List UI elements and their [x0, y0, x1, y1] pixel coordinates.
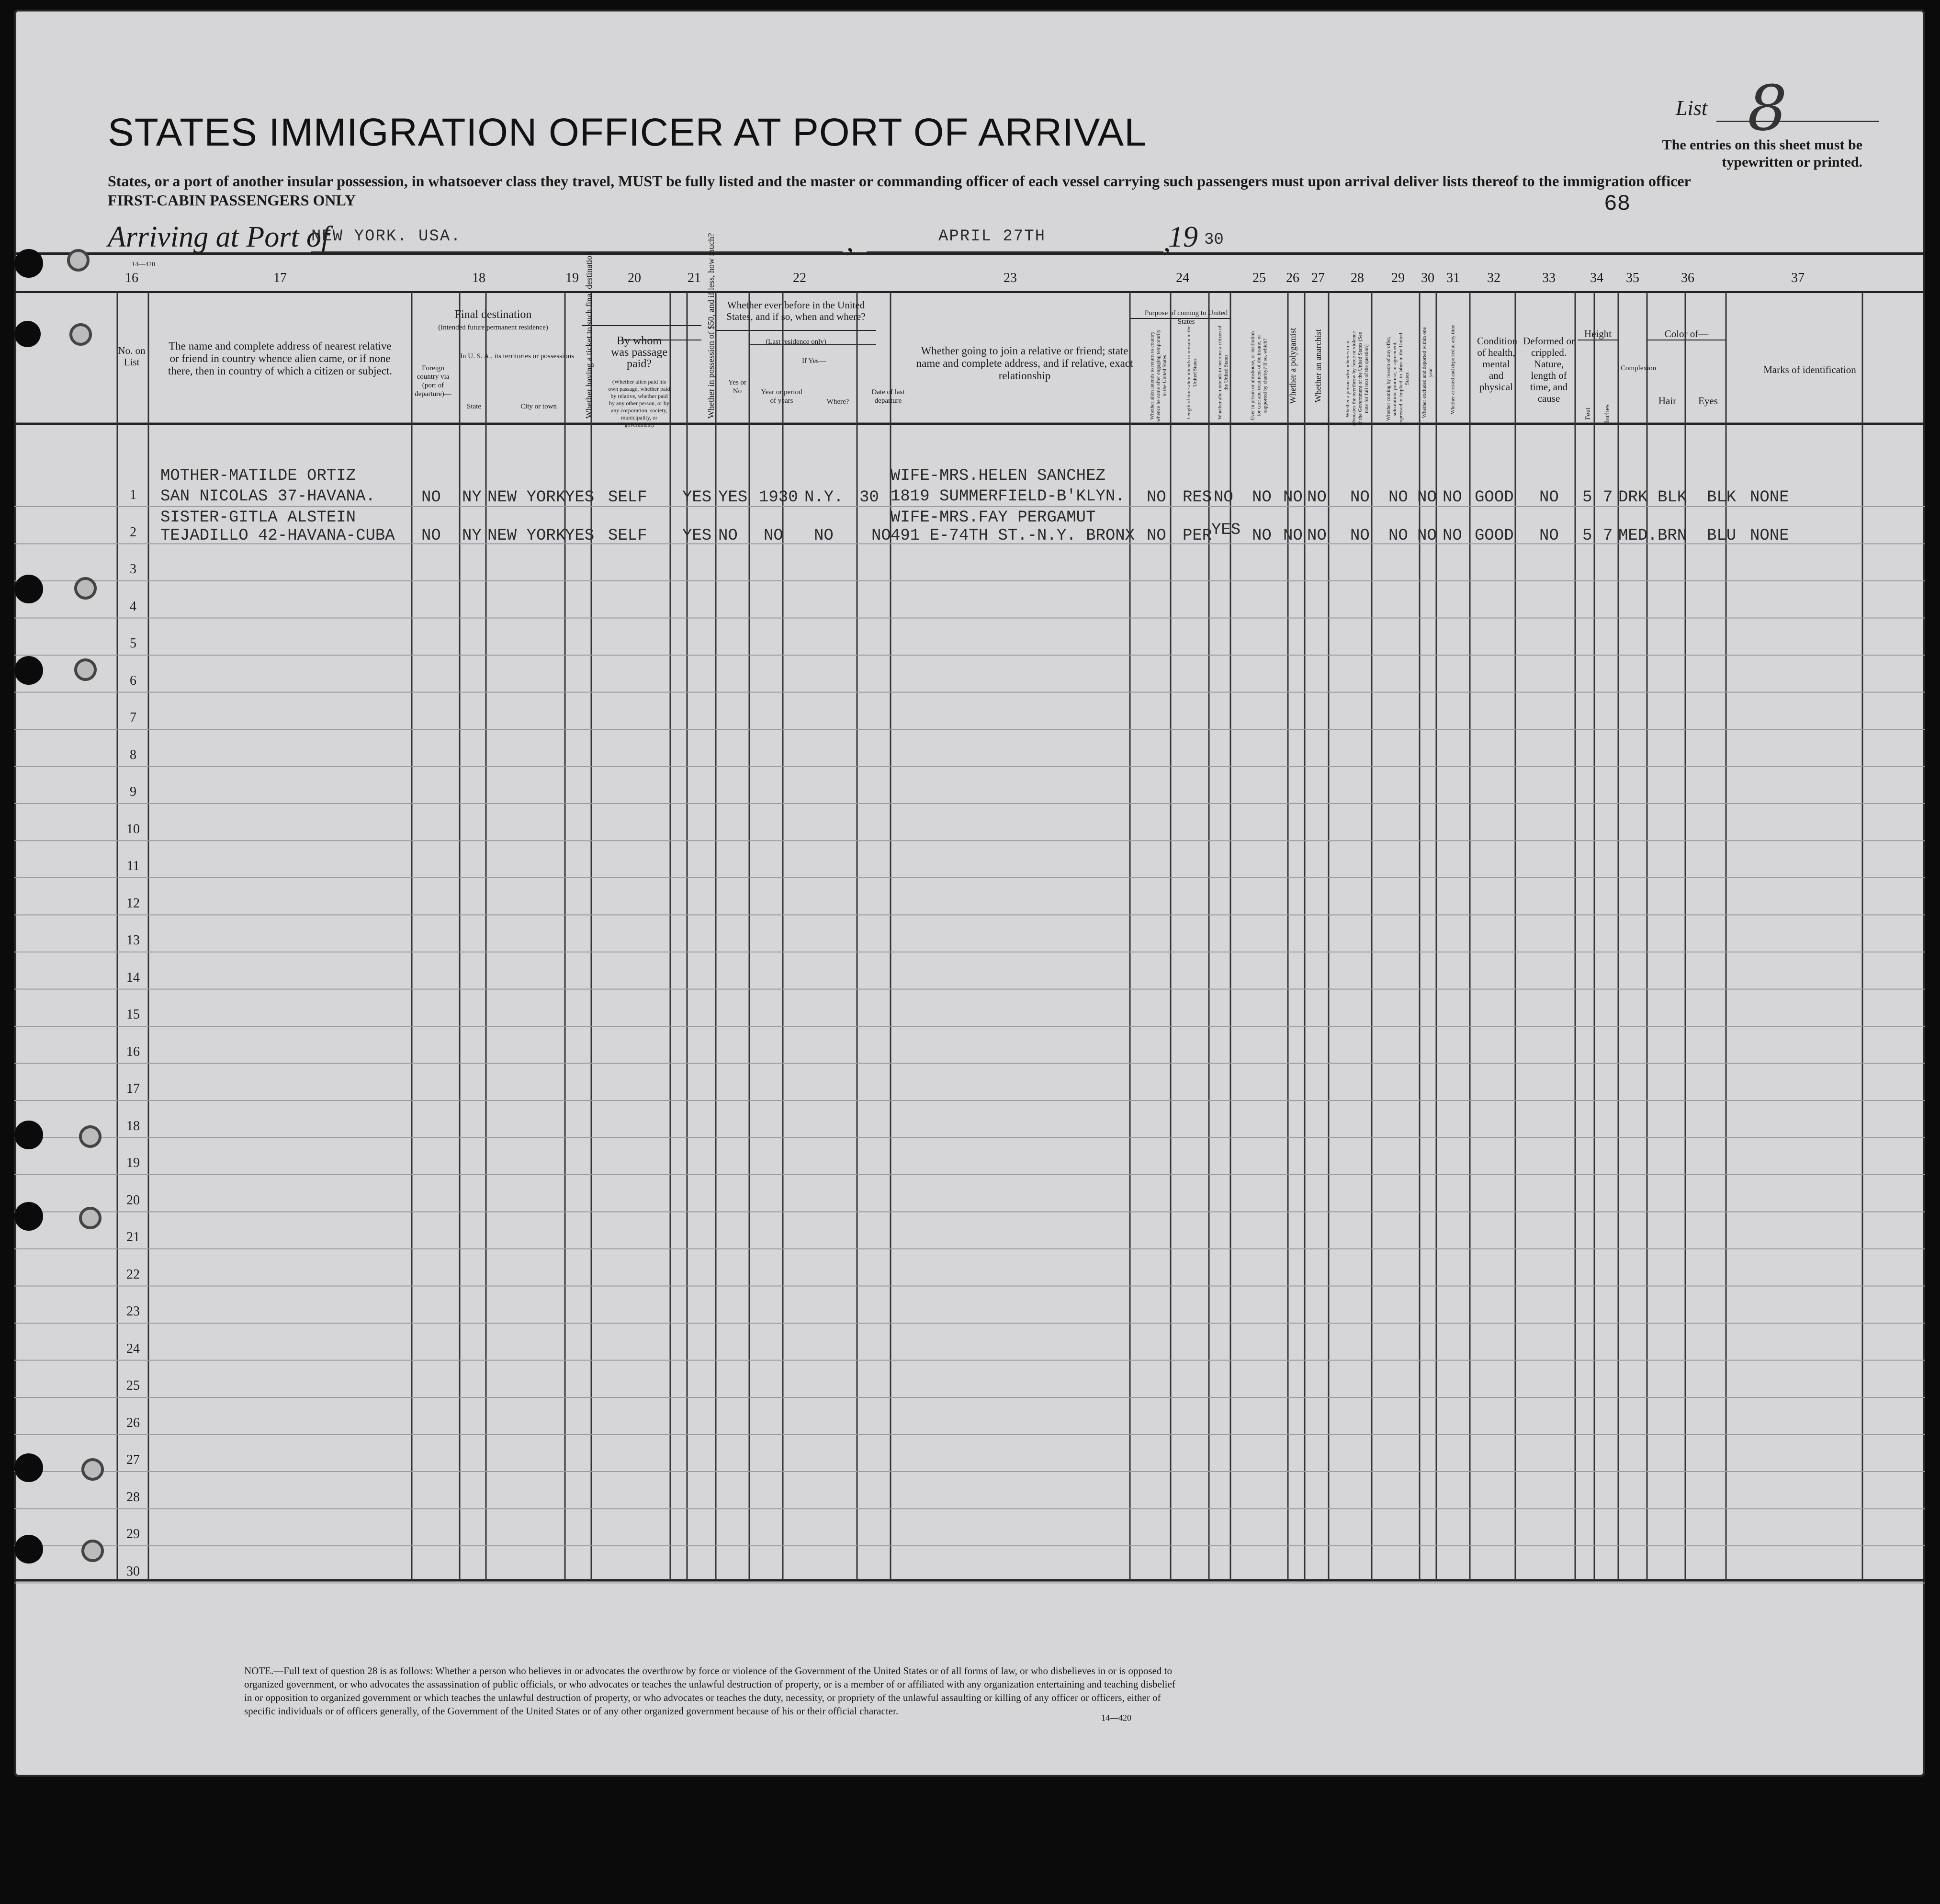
entry-2-eyes: BLU — [1707, 527, 1737, 545]
row-number: 9 — [130, 784, 136, 799]
row-number: 17 — [126, 1081, 140, 1096]
entry-2-relative-line2: TEJADILLO 42-HAVANA-CUBA — [160, 527, 395, 545]
col-num-19: 19 — [565, 271, 579, 285]
header-citizen-intent: Whether alien intends to become a citizen of the United States — [1217, 325, 1229, 420]
col-num-16: 16 — [125, 271, 138, 285]
col-num-33: 33 — [1542, 271, 1556, 285]
entry-2-excluded: NO — [1417, 527, 1437, 545]
row-number: 13 — [126, 933, 140, 948]
entry-1-deported: NO — [1443, 488, 1462, 507]
entry-2-polygamist: NO — [1283, 527, 1303, 545]
entry-1-excluded: NO — [1417, 488, 1437, 507]
entry-2-health: GOOD — [1475, 527, 1514, 545]
entry-1-anarchist: NO — [1307, 488, 1327, 507]
header-deformed: Deformed or crippled. Nature, length of time, and cause — [1523, 335, 1575, 404]
entry-2-join-line1: WIFE-MRS.FAY PERGAMUT — [891, 509, 1096, 527]
header-prison: Ever in prison or almshouse, or institution for care and treatment of the insane, or supported by charity? If so, which? — [1250, 331, 1268, 420]
header-deported: Whether arrested and deported at any time — [1450, 325, 1456, 414]
entry-2-prison: NO — [1252, 527, 1272, 545]
row-number: 27 — [126, 1452, 140, 1467]
entry-2-where: NO — [814, 527, 834, 545]
header-state: State — [467, 403, 481, 410]
row-number: 29 — [126, 1527, 140, 1541]
year-suffix: 30 — [1204, 231, 1224, 249]
entry-1-state: NY — [462, 488, 482, 507]
header-has-50: Whether in possession of $50, and if less, how much? — [706, 233, 716, 419]
header-last-departure: Date of last departure — [871, 388, 905, 405]
header-eyes: Eyes — [1698, 395, 1718, 407]
binder-ring — [74, 577, 97, 600]
row-number: 20 — [126, 1192, 140, 1208]
header-in-usa: In U. S. A., its territories or possessions — [460, 352, 574, 360]
row-number: 2 — [130, 524, 136, 540]
header-labor-offer: Whether coming by reason of any offer, solicitation, promise, or agreement, expressed or implied, to labor in the United States — [1386, 333, 1410, 425]
entry-1-labor: NO — [1388, 488, 1408, 507]
row-number: 24 — [126, 1341, 140, 1356]
col-num-22: 22 — [793, 271, 806, 285]
entry-2-join-line2: 491 E-74TH ST.-N.Y. BRONX — [891, 527, 1135, 545]
entry-2-inches: 7 — [1603, 527, 1613, 545]
header-no-on-list: No. on List — [118, 345, 146, 368]
entry-2-deformed: NO — [1539, 527, 1559, 545]
entry-2-relative-line1: SISTER-GITLA ALSTEIN — [160, 509, 356, 527]
row-number: 10 — [126, 821, 140, 837]
binder-ring — [81, 1458, 104, 1481]
row-number: 23 — [126, 1304, 140, 1319]
entry-2-has50: YES — [682, 527, 712, 545]
entry-2-before: NO — [718, 527, 738, 545]
header-before-in-us: Whether ever before in the United States, and if so, when and where? — [726, 299, 866, 322]
entry-2-year: NO — [764, 527, 783, 545]
entry-1-marks: NONE — [1750, 488, 1789, 507]
row-number: 16 — [126, 1044, 140, 1059]
header-complexion: Complexion — [1621, 364, 1657, 372]
row-number: 12 — [126, 895, 140, 911]
row-number: 15 — [126, 1007, 140, 1022]
binder-ring — [79, 1207, 102, 1229]
col-num-37: 37 — [1791, 271, 1805, 285]
entry-1-citizen: NO — [1214, 488, 1233, 507]
col-num-20: 20 — [628, 271, 641, 285]
header-height: Height — [1584, 328, 1612, 340]
header-excluded: Whether excluded and deported within one year — [1421, 327, 1433, 418]
class-line: FIRST-CABIN PASSENGERS ONLY — [108, 192, 356, 209]
row-number: 18 — [126, 1118, 140, 1133]
row-number: 25 — [126, 1378, 140, 1393]
binder-ring — [69, 323, 92, 346]
row-number: 8 — [130, 747, 136, 762]
header-relative-address: The name and complete address of nearest relative or friend in country whence alien came, or if none there, then in country of which a citizen or subject. — [168, 340, 393, 377]
header-foreign-country: Foreign country via (port of departure)— — [415, 364, 451, 398]
entry-1-length: RES — [1183, 488, 1212, 507]
col-num-34: 34 — [1590, 271, 1603, 285]
entry-2-complexion: MED. — [1618, 527, 1658, 545]
entry-2-paid-by: SELF — [608, 527, 647, 545]
binder-hole — [14, 1121, 43, 1149]
entry-1-deformed: NO — [1539, 488, 1559, 507]
header-color-of: Color of— — [1664, 328, 1709, 340]
entry-1-inches: 7 — [1603, 488, 1613, 507]
entry-1-relative-line2: SAN NICOLAS 37-HAVANA. — [160, 487, 375, 506]
binder-hole — [14, 1202, 43, 1231]
entry-2-citizen: YES — [1211, 521, 1241, 539]
col-num-27: 27 — [1311, 271, 1325, 285]
col-num-17: 17 — [273, 271, 287, 285]
header-ticket: Whether having a ticket to such final destination — [584, 251, 594, 419]
col-num-23: 23 — [1004, 271, 1017, 285]
row-number: 22 — [126, 1267, 140, 1282]
binder-hole — [14, 1535, 43, 1564]
header-last-residence: (Last residence only) — [766, 338, 826, 346]
row-number: 14 — [126, 970, 140, 985]
entry-1-feet: 5 — [1582, 488, 1592, 507]
header-year-period: Year or period of years — [761, 388, 802, 405]
page-title: STATES IMMIGRATION OFFICER AT PORT OF ARRIVAL — [108, 111, 1147, 154]
arriving-label: Arriving at Port of — [108, 221, 330, 253]
entry-2-deported: NO — [1443, 527, 1462, 545]
entry-1-polygamist: NO — [1283, 488, 1303, 507]
header-health: Condition of health, mental and physical — [1477, 335, 1518, 393]
col-num-35: 35 — [1626, 271, 1639, 285]
entry-2-labor: NO — [1388, 527, 1408, 545]
port-value: NEW YORK. USA. — [311, 227, 462, 246]
header-feet: Feet — [1584, 408, 1592, 420]
entry-1-return: NO — [1147, 488, 1166, 507]
row-number: 19 — [126, 1156, 140, 1170]
entry-2-return: NO — [1147, 527, 1166, 545]
row-number: 28 — [126, 1489, 140, 1505]
header-city: City or town — [520, 403, 557, 410]
row-number: 26 — [126, 1415, 140, 1430]
entry-1-departure: 30 — [859, 488, 879, 507]
col-num-36: 36 — [1681, 271, 1694, 285]
col-num-29: 29 — [1391, 271, 1405, 285]
header-if-yes: If Yes— — [801, 357, 826, 365]
entry-2-state: NY — [462, 527, 482, 545]
binder-hole — [14, 575, 43, 603]
manifest-sheet — [14, 10, 1925, 1777]
binder-hole — [14, 656, 43, 685]
col-num-24: 24 — [1176, 271, 1189, 285]
form-code: 14—420 — [1101, 1713, 1131, 1723]
col-num-18: 18 — [472, 271, 485, 285]
header-anarchist: Whether an anarchist — [1313, 329, 1323, 403]
binder-ring — [74, 658, 97, 681]
entry-2-hair: BRN — [1658, 527, 1687, 545]
entry-1-year: 1930 — [759, 488, 798, 507]
binder-ring — [67, 249, 90, 272]
entry-1-join-line2: 1819 SUMMERFIELD-B'KLYN. — [891, 487, 1125, 506]
entry-2-feet: 5 — [1582, 527, 1592, 545]
col-num-32: 32 — [1487, 271, 1500, 285]
row-number: 4 — [130, 599, 136, 614]
entry-1-foreign: NO — [421, 488, 441, 507]
entry-1-relative-line1: MOTHER-MATILDE ORTIZ — [160, 467, 356, 485]
header-passage-note: (Whether alien paid his own passage, whether paid by relative, whether paid by any other person, or by any corporation, society, municipality, or government) — [608, 378, 670, 428]
entry-1-hair: BLK — [1658, 488, 1687, 507]
binder-hole — [14, 249, 43, 278]
col-num-25: 25 — [1252, 271, 1266, 285]
comma-2: , — [1163, 226, 1171, 257]
entry-1-ticket: YES — [565, 488, 595, 507]
header-final-destination-note: (Intended future permanent residence) — [438, 324, 548, 331]
header-length-of-stay: Length of time alien intends to remain in the United States — [1186, 325, 1198, 420]
entry-1-join-line1: WIFE-MRS.HELEN SANCHEZ — [891, 467, 1105, 485]
row-number: 30 — [126, 1564, 140, 1579]
col-num-26: 26 — [1286, 271, 1299, 285]
col-num-21: 21 — [688, 271, 701, 285]
year-prefix: 19 — [1168, 221, 1198, 253]
binder-hole — [14, 321, 41, 347]
entry-1-before: YES — [718, 488, 748, 507]
entry-2-departure: NO — [871, 527, 891, 545]
row-number: 6 — [130, 673, 136, 688]
row-number: 5 — [130, 636, 136, 651]
header-inches: Inches — [1603, 404, 1611, 423]
sheet-number: 68 — [1604, 192, 1631, 216]
comma-1: , — [846, 226, 854, 257]
entry-1-eyes: BLK — [1707, 488, 1737, 507]
binder-hole — [14, 1453, 43, 1482]
binder-ring — [79, 1125, 102, 1148]
entry-1-complexion: DRK — [1618, 488, 1648, 507]
entry-1-q28: NO — [1350, 488, 1370, 507]
entry-2-marks: NONE — [1750, 527, 1789, 545]
header-polygamist: Whether a polygamist — [1288, 328, 1297, 404]
form-code-top: 14—420 — [132, 261, 155, 268]
header-yes-or-no: Yes or No — [728, 379, 747, 395]
entry-1-paid-by: SELF — [608, 488, 647, 507]
entry-2-anarchist: NO — [1307, 527, 1327, 545]
row-number: 3 — [130, 562, 136, 577]
entry-2-ticket: YES — [565, 527, 595, 545]
entry-2-foreign: NO — [421, 527, 441, 545]
entry-2-q28: NO — [1350, 527, 1370, 545]
entry-2-city: NEW YORK — [487, 527, 566, 545]
header-passage-paid: By whom was passage paid? — [611, 335, 667, 370]
row-number: 11 — [126, 859, 140, 873]
list-label: List — [1676, 96, 1708, 120]
row-number: 7 — [130, 710, 136, 725]
binder-ring — [81, 1540, 104, 1562]
entry-1-city: NEW YORK — [487, 488, 566, 507]
row-number: 1 — [130, 487, 136, 502]
col-num-30: 30 — [1421, 271, 1434, 285]
header-return-intent: Whether alien intends to return to country whence he came after engaging temporarily in the United States — [1149, 329, 1168, 422]
row-number: 21 — [126, 1230, 140, 1245]
col-num-28: 28 — [1351, 271, 1364, 285]
header-final-destination: Final destination — [454, 308, 532, 321]
entry-1-health: GOOD — [1475, 488, 1514, 507]
col-num-31: 31 — [1446, 271, 1460, 285]
header-purpose: Purpose of coming to United States — [1144, 309, 1228, 326]
entry-1-prison: NO — [1252, 488, 1272, 507]
header-marks: Marks of identification — [1763, 364, 1856, 375]
header-join-relative: Whether going to join a relative or friend; state name and complete address, and if relative, exact relationship — [916, 345, 1133, 382]
header-q28: Whether a person who believes in or advocates the overthrow by force or violence of the Government of the United States (See note for full text of the question) — [1345, 331, 1369, 427]
question-28-note: NOTE.—Full text of question 28 is as follows: Whether a person who believes in or advocates the overthrow by force or violence of the Government of the United States or of all forms of law, or who disbelieves in or is opposed to organized government, or who advocates the assassination of public officials, or who advocates or teaches the unlawful destruction of property, or is a member of or affiliated with any organization entertaining and teaching disbelief in or opposition to organized government or which teaches the unlawful destruction of property, or who advocates or teaches the duty, necessity, or propriety of the unlawful assaulting or killing of any officer or officers, either of specific individuals or of officers generally, of the Government of the United States or of any other organized government because of his or their official character. — [244, 1665, 1175, 1717]
entry-1-has50: YES — [682, 488, 712, 507]
header-hair: Hair — [1658, 395, 1677, 407]
entry-1-where: N.Y. — [804, 488, 844, 507]
entry-2-length: PER — [1183, 527, 1212, 545]
date-value: APRIL 27TH — [938, 227, 1046, 246]
header-where: Where? — [826, 398, 849, 406]
instructions-line: States, or a port of another insular possession, in whatsoever class they travel, MUST be fully listed and the master or commanding officer of each vessel carrying such passengers must upon arrival deliver lists thereof to the immigration officer — [108, 172, 1691, 190]
typewritten-instruction: The entries on this sheet must be typewritten or printed. — [1662, 137, 1862, 170]
list-number: 8 — [1748, 72, 1787, 145]
